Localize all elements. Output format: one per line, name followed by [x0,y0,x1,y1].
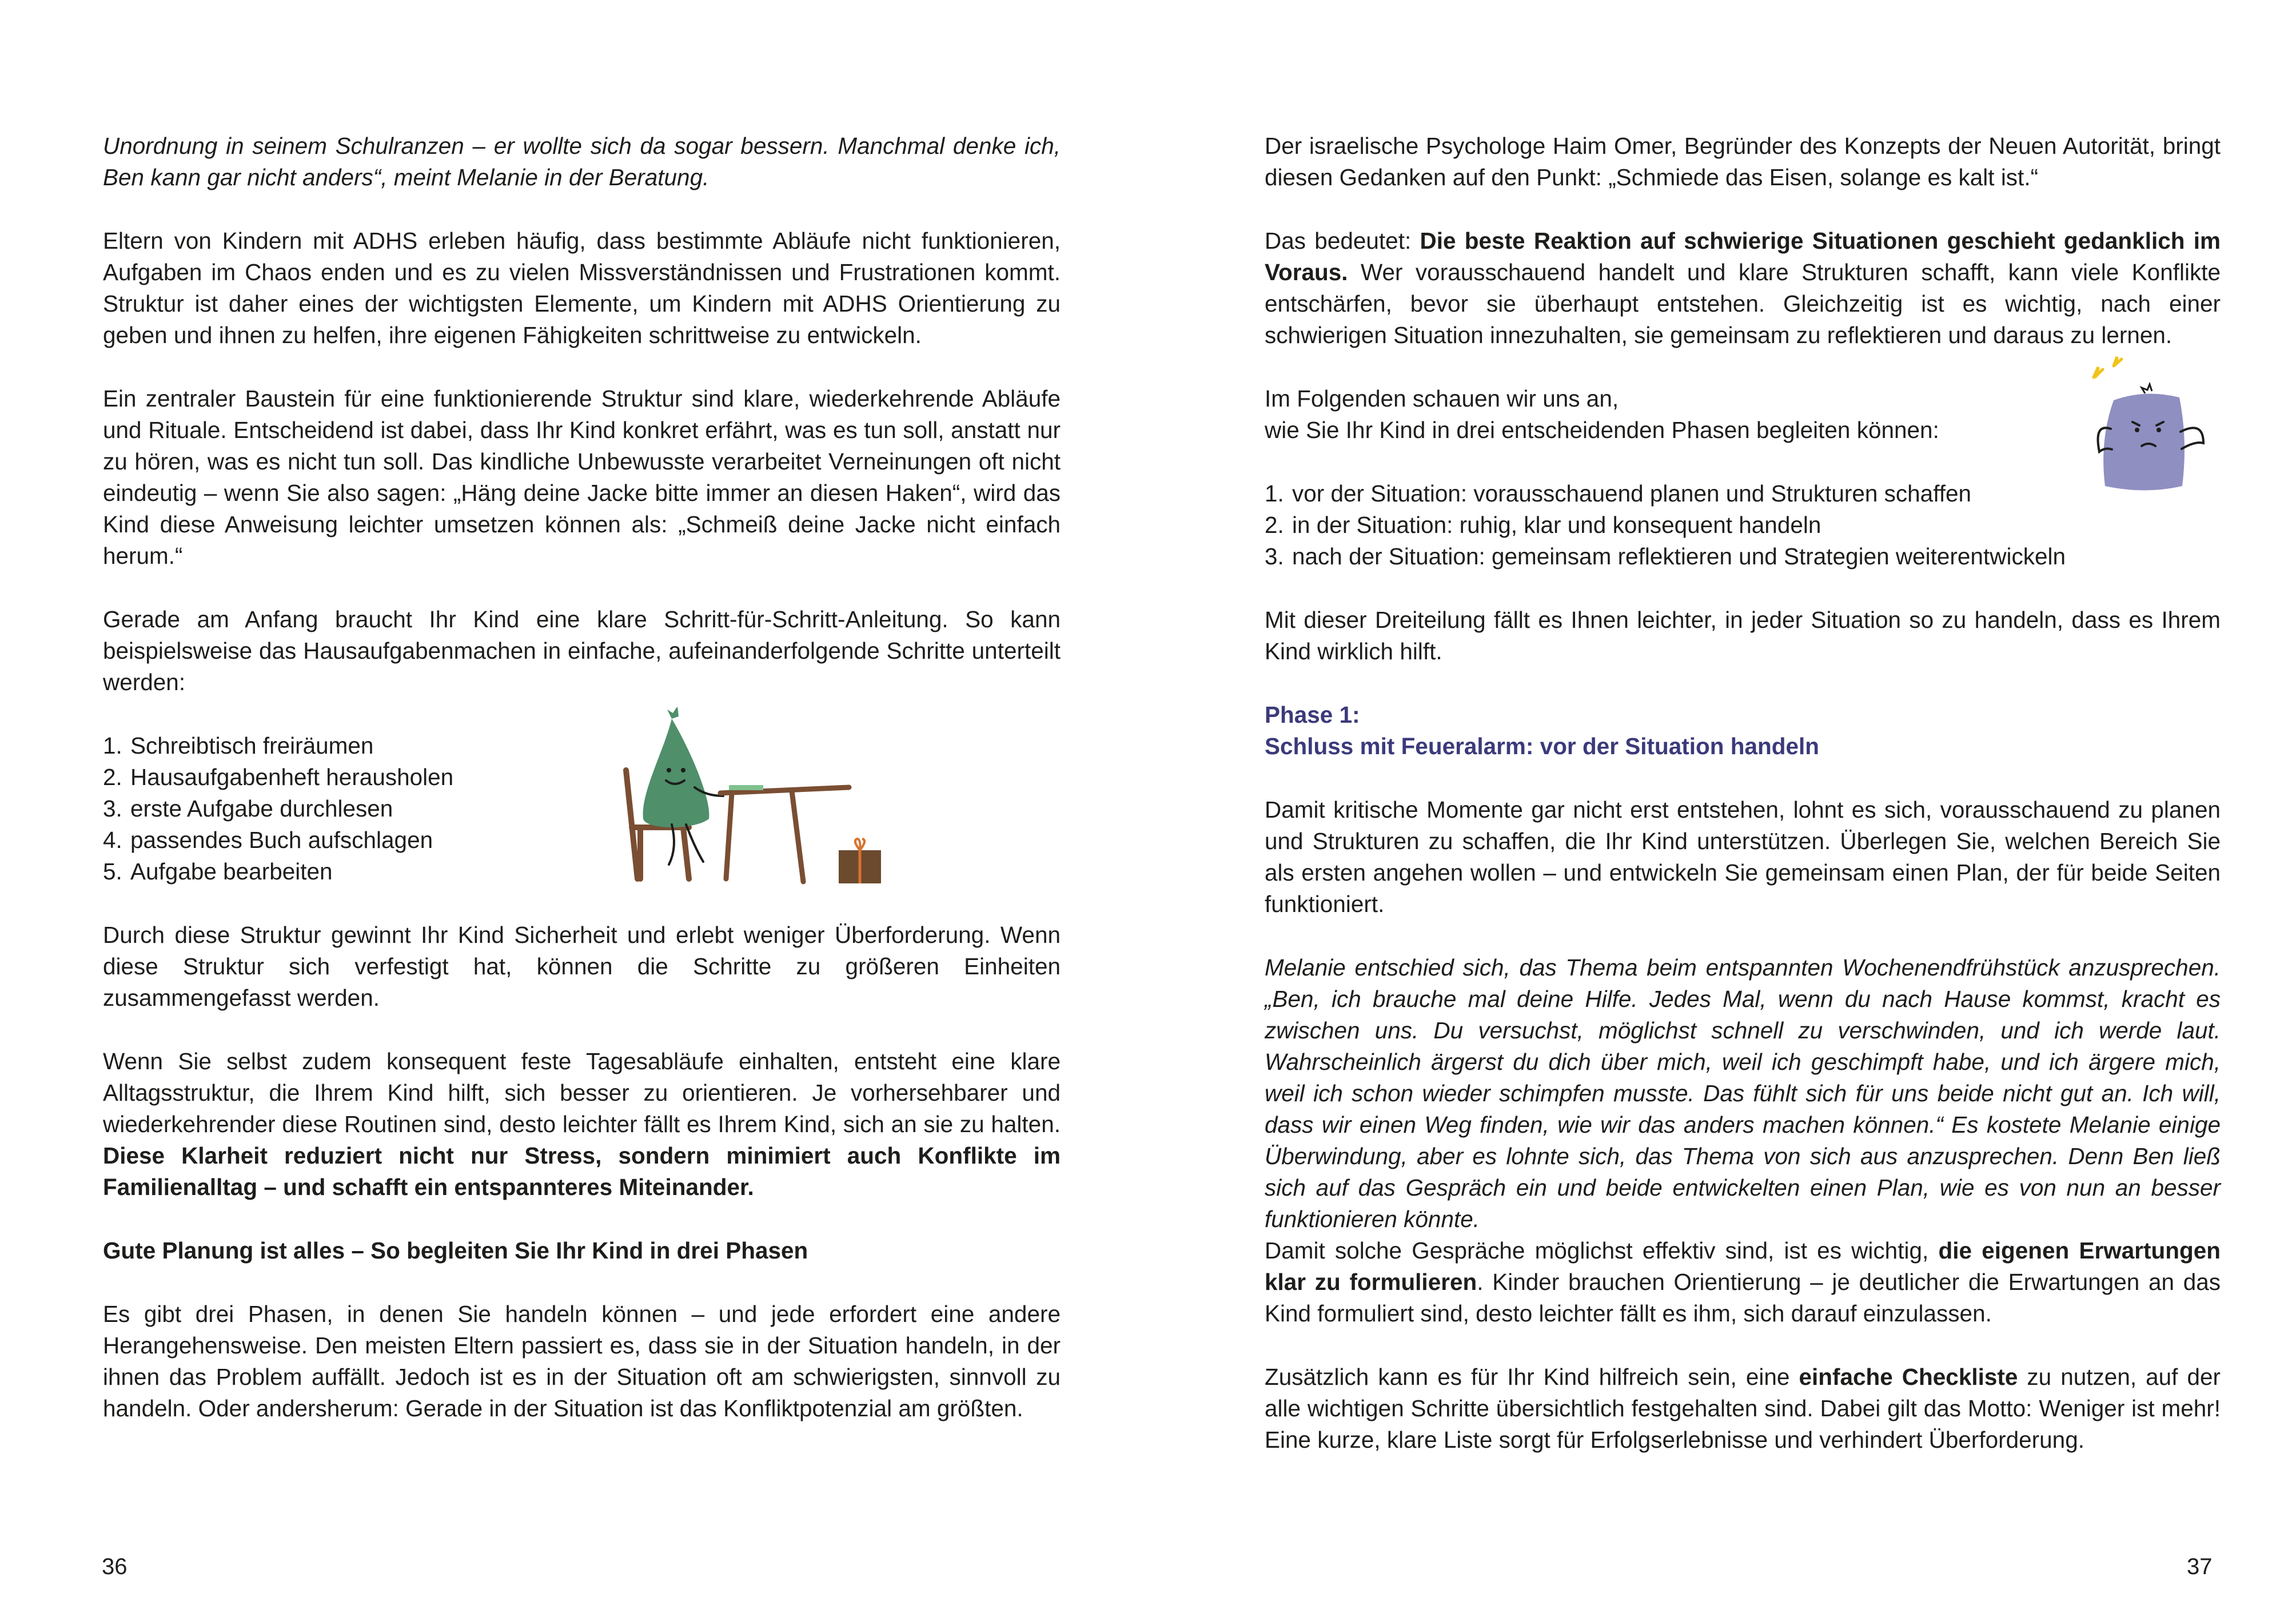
list-item: 4. passendes Buch aufschlagen [103,827,433,853]
paragraph: Damit solche Gespräche möglichst effektiv sind, ist es wichtig, die eigenen Erwartungen klar zu formulieren. Kinder brauchen Orientierung – je deutlicher die Erwartungen an das Kind formuliert sind, desto leichter fällt es ihm, sich darauf einzulassen. [1265,1237,2221,1327]
phases-intro-block [1265,383,2221,572]
phase-heading: Phase 1: Schluss mit Feueralarm: vor der Situation handeln [1265,702,1819,759]
paragraph: Damit kritische Momente gar nicht erst entstehen, lohnt es sich, vorausschauend zu planen und Strukturen zu schaffen, die Ihr Kind unterstützen. Überlegen Sie, welchen Bereich Sie als ersten angehen wollen – und entwickeln Sie gemeinsam einen Plan, der für beide Seiten funktioniert. [1265,796,2221,917]
paragraph: Wenn Sie selbst zudem konsequent feste Tagesabläufe einhalten, entsteht eine klare Alltagsstruktur, die Ihrem Kind hilft, sich besser zu orientieren. Je vorhersehbarer und wiederkehrender diese Routinen sind, desto leichter fällt es Ihrem Kind, sich an sie zu halten. Diese Klarheit reduziert nicht nur Stress, sondern minimiert auch Konflikte im Familienalltag – und schafft ein entspannteres Miteinander. [103,1048,1061,1200]
paragraph: Eltern von Kindern mit ADHS erleben häufig, dass bestimmte Abläufe nicht funktionieren, Aufgaben im Chaos enden und es zu vielen Missverständnissen und Frustrationen kommt. Struktur ist daher eines der wichtigsten Elemente, um Kindern mit ADHS Orientierung zu geben und ihnen zu helfen, ihre eigenen Fähigkeiten schrittweise zu entwickeln. [103,228,1061,348]
purple-grumpy-character-icon [2082,355,2219,503]
list-item: 1. Schreibtisch freiräumen [103,732,374,759]
left-page [103,0,1061,1621]
paragraph: Gerade am Anfang braucht Ihr Kind eine klare Schritt-für-Schritt-Anleitung. So kann beispielsweise das Hausaufgabenmachen in einfache, aufeinanderfolgende Schritte unterteilt werden: [103,606,1061,695]
list-item: 2. in der Situation: ruhig, klar und konsequent handeln [1265,512,1821,538]
paragraph: Ein zentraler Baustein für eine funktionierende Struktur sind klare, wiederkehrende Abläufe und Rituale. Entscheidend ist dabei, dass Ihr Kind konkret erfährt, was es tun soll, anstatt nur zu hören, was es nicht tun soll. Das kindliche Unbewusste verarbeitet Verneinungen oft nicht eindeutig – wenn Sie also sagen: „Häng deine Jacke bitte immer an diesen Haken“, wird das Kind diese Anweisung leichter umsetzen können als: „Schmeiß deine Jacke nicht einfach herum.“ [103,385,1061,569]
list-item: 3. erste Aufgabe durchlesen [103,795,393,822]
left-column [103,130,1061,1424]
page-number-right: 37 [2187,1554,2213,1579]
paragraph: Mit dieser Dreiteilung fällt es Ihnen leichter, in jeder Situation so zu handeln, dass es Ihrem Kind wirklich hilft. [1265,607,2221,664]
list-item: 5. Aufgabe bearbeiten [103,858,333,885]
homework-steps-list [103,730,1061,887]
list-item: 1. vor der Situation: vorausschauend planen und Strukturen schaffen [1265,480,1972,507]
list-item: 3. nach der Situation: gemeinsam reflektieren und Strategien weiterentwickeln [1265,543,2066,569]
steps-block [103,730,1061,887]
paragraph: Melanie entschied sich, das Thema beim entspannten Wochenendfrühstück anzusprechen. „Ben, ich brauche mal deine Hilfe. Jedes Mal, wenn du nach Hause kommst, kracht es zwischen uns. Du versuchst, möglichst schnell zu verschwinden, und ich werde laut. Wahrscheinlich ärgerst du dich über mich, weil ich geschimpft habe, und ich ärgere mich, weil ich schon wieder schimpfen musste. Das fühlt sich für uns beide nicht gut an. Ich will, dass wir einen Weg finden, wie wir das anders machen können.“ Es kostete Melanie einige Überwindung, aber es lohnte sich, das Thema von sich aus anzusprechen. Denn Ben ließ sich auf das Gespräch ein und beide entwickelten einen Plan, wie es von nun an besser funktionieren könnte. [1265,954,2221,1232]
paragraph: Durch diese Struktur gewinnt Ihr Kind Sicherheit und erlebt weniger Überforderung. Wenn diese Struktur sich verfestigt hat, können die Schritte zu größeren Einheiten zusammengefasst werden. [103,922,1061,1011]
green-character-at-desk-icon [609,707,883,890]
phases-list [1265,478,2221,572]
paragraph: Das bedeutet: Die beste Reaktion auf schwierige Situationen geschieht gedanklich im Voraus. Wer vorausschauend handelt und klare Strukturen schafft, kann viele Konflikte entschärfen, bevor sie überhaupt entstehen. Gleichzeitig ist es wichtig, nach einer schwierigen Situation innezuhalten, sie gemeinsam zu reflektieren und daraus zu lernen. [1265,228,2221,348]
right-page [1265,0,2221,1621]
list-item: 2. Hausaufgabenheft herausholen [103,764,454,790]
paragraph: Zusätzlich kann es für Ihr Kind hilfreich sein, eine einfache Checkliste zu nutzen, auf der alle wichtigen Schritte übersichtlich festgehalten sind. Dabei gilt das Motto: Weniger ist mehr! Eine kurze, klare Liste sorgt für Erfolgserlebnisse und verhindert Überforderung. [1265,1364,2221,1453]
right-column [1265,130,2221,1456]
paragraph: Im Folgenden schauen wir uns an, wie Sie Ihr Kind in drei entscheidenden Phasen begleiten können: [1265,385,1939,443]
paragraph: Der israelische Psychologe Haim Omer, Begründer des Konzepts der Neuen Autorität, bringt diesen Gedanken auf den Punkt: „Schmiede das Eisen, solange es kalt ist.“ [1265,133,2221,190]
page-number-left: 36 [102,1554,127,1579]
paragraph: Es gibt drei Phasen, in denen Sie handeln können – und jede erfordert eine andere Herangehensweise. Den meisten Eltern passiert es, dass sie in der Situation handeln, in der ihnen das Problem auffällt. Jedoch ist es in der Situation oft am schwierigsten, sinnvoll zu handeln. Oder andersherum: Gerade in der Situation ist das Konfliktpotenzial am größten. [103,1301,1061,1421]
section-heading: Gute Planung ist alles – So begleiten Sie Ihr Kind in drei Phasen [103,1237,808,1264]
paragraph: Unordnung in seinem Schulranzen – er wollte sich da sogar bessern. Manchmal denke ich, Ben kann gar nicht anders“, meint Melanie in der Beratung. [103,133,1061,190]
